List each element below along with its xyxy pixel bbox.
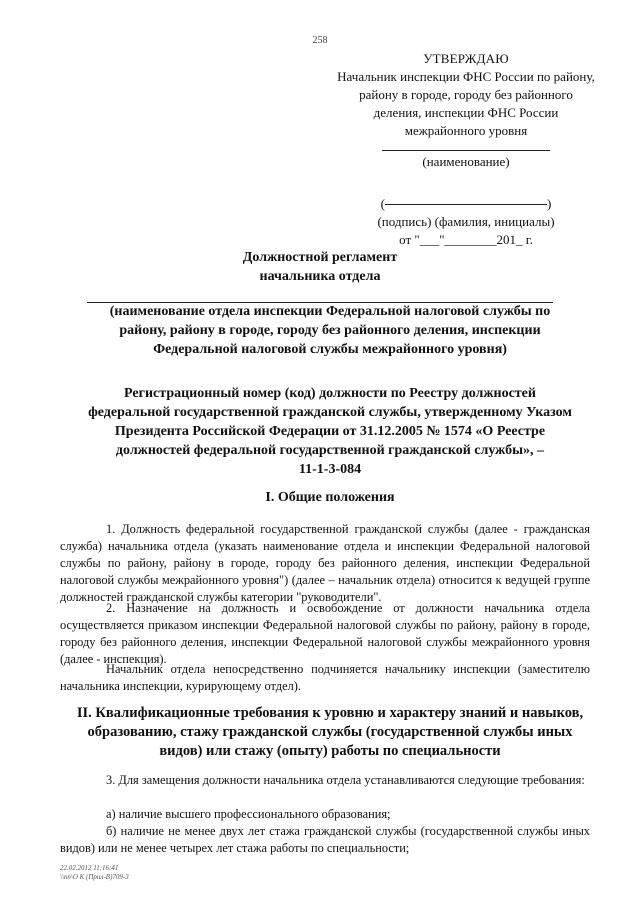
requirement-item-b: б) наличие не менее двух лет стажа гражданской службы (государственной службы иных видов) или не менее четырех лет стажа работы по специальности; (60, 824, 590, 855)
registration-line: Регистрационный номер (код) должности по Реестру должностей (124, 386, 536, 401)
paragraph-subordination: Начальник отдела непосредственно подчиняется начальнику инспекции (заместителю начальника инспекции, курирующему отдел). (60, 662, 590, 693)
signature-blank (320, 195, 612, 213)
name-blank-line (382, 150, 550, 151)
registration-number (80, 384, 580, 479)
paragraph-1: 1. Должность федеральной государственной гражданской службы (далее - гражданская служба) начальника отдела (указать наименование отдела и инспекции Федеральной налоговой службы по району, району в городе, городу без районного деления, инспекции Федеральной налоговой службы межрайонного уровня") (далее – начальник отдела) относится к ведущей группе должностей гражданской службы категории "руководители". (60, 522, 590, 604)
signature-blank-line (385, 204, 547, 205)
registration-line: 11-1-3-084 (298, 462, 362, 477)
section-2-heading (60, 704, 600, 761)
footer-timestamp: 22.02.2012 11:16:41 (60, 864, 119, 872)
title-line: начальника отдела (259, 269, 381, 284)
registration-line: Президента Российской Федерации от 31.12.2005 № 1574 «О Реестре (114, 424, 546, 439)
section-2-heading-line: II. Квалификационные требования к уровню и характеру знаний и навыков, (76, 705, 584, 721)
paragraph-3: 3. Для замещения должности начальника отдела устанавливаются следующие требования: (106, 773, 585, 787)
approval-position-line: району в городе, городу без районного (359, 87, 573, 102)
registration-line: федеральной государственной гражданской службы, утвержденному Указом (88, 405, 572, 420)
date-line: от "___"________201_ г. (399, 232, 533, 247)
department-name (90, 302, 570, 359)
section-2-heading-line: видов) или стажу (опыту) работы по специальности (159, 743, 501, 759)
signature-close-paren: ) (547, 196, 552, 211)
department-name-line: Федеральной налоговой службы межрайонного уровня) (153, 342, 507, 357)
footer-file-path: \\nn\О К (Прил-В)709-3 (60, 873, 129, 881)
approval-position-line: Начальник инспекции ФНС России по району, (337, 69, 595, 84)
page-number: 258 (312, 35, 328, 46)
signature-caption: (подпись) (фамилия, инициалы) (377, 214, 555, 229)
document-title (0, 248, 640, 303)
approval-position-line: деления, инспекции ФНС России (373, 105, 559, 120)
name-caption: (наименование) (422, 154, 510, 169)
section-2-heading-line: образованию, стажу гражданской службы (государственной службы иных (87, 724, 573, 740)
approval-heading: УТВЕРЖДАЮ (423, 51, 509, 66)
approval-position-line: межрайонного уровня (404, 123, 528, 138)
department-name-line: (наименование отдела инспекции Федеральной налоговой службы по (109, 304, 551, 319)
file-footer (60, 864, 260, 882)
department-name-line: району, району в городе, городу без районного деления, инспекции (119, 323, 541, 338)
registration-line: должностей федеральной государственной гражданской службы», – (115, 443, 545, 458)
title-line: Должностной регламент (242, 250, 398, 265)
section-1-heading: I. Общие положения (265, 490, 395, 505)
approval-block (320, 50, 612, 249)
requirement-item-a: а) наличие высшего профессионального образования; (106, 807, 391, 821)
paragraph-2: 2. Назначение на должность и освобождение от должности начальника отдела осуществляется приказом инспекции Федеральной налоговой службы по району, району в городе, городу без районного деления, инспекции Федеральной налоговой службы межрайонного уровня (далее - инспекция). (60, 601, 590, 666)
signature-open-paren: ( (380, 196, 385, 211)
